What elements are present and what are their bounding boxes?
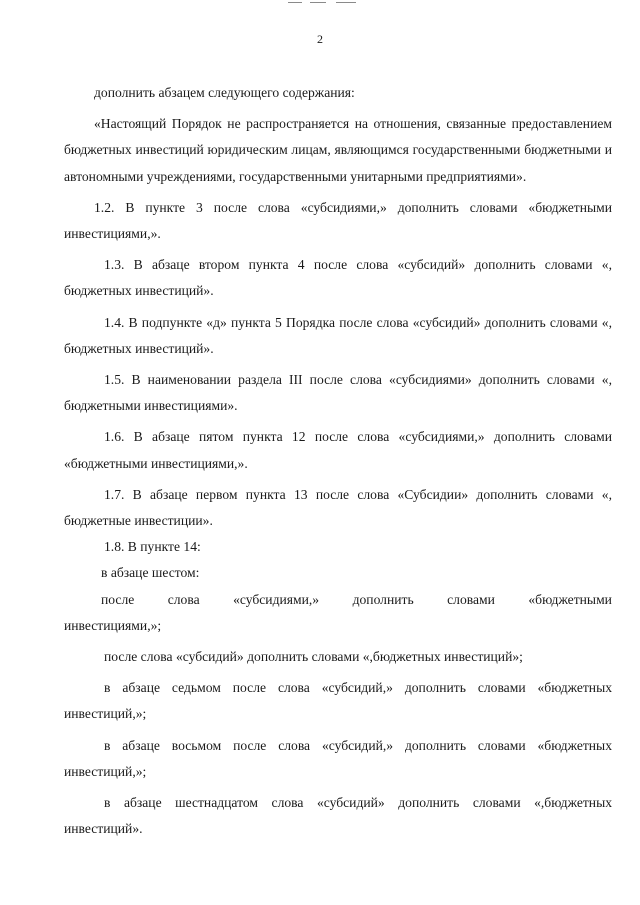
paragraph-after-4: в абзаце шестнадцатом слова «субсидий» дополнить словами «,бюджетных инвестиций». bbox=[64, 795, 612, 837]
spread-word: «субсидиями,» bbox=[233, 591, 320, 607]
page-number: 2 bbox=[317, 32, 323, 46]
document-body bbox=[64, 80, 612, 842]
paragraph-abzac-6: в абзаце шестом: bbox=[101, 565, 200, 581]
spread-word: «бюджетными bbox=[528, 591, 612, 607]
spread-word: дополнить bbox=[352, 591, 414, 607]
spread-line-tail: инвестициями,»; bbox=[64, 617, 162, 633]
spread-word: после bbox=[101, 591, 135, 607]
paragraph-1-4: 1.4. В подпункте «д» пункта 5 Порядка после слова «субсидий» дополнить словами «, бюджетных инвестиций». bbox=[64, 314, 612, 356]
paragraph-after-2: в абзаце седьмом после слова «субсидий,» дополнить словами «бюджетных инвестиций,»; bbox=[64, 680, 612, 722]
scan-marks bbox=[288, 0, 358, 6]
paragraph-after-3: в абзаце восьмом после слова «субсидий,» дополнить словами «бюджетных инвестиций,»; bbox=[64, 737, 612, 779]
paragraph-quote: «Настоящий Порядок не распространяется на отношения, связанные предоставлением бюджетных инвестиций юридическим лицам, являющимся государственными бюджетными и автономными учреждениями, государственными унитарными предприятиями». bbox=[64, 116, 612, 184]
paragraph-1-6: 1.6. В абзаце пятом пункта 12 после слова «субсидиями,» дополнить словами «бюджетными инвестициями,». bbox=[64, 429, 612, 471]
spread-word: слова bbox=[167, 591, 200, 607]
paragraph-1-7: 1.7. В абзаце первом пункта 13 после слова «Субсидии» дополнить словами «, бюджетные инвестиции». bbox=[64, 486, 612, 529]
paragraph-1-3: 1.3. В абзаце втором пункта 4 после слова «субсидий» дополнить словами «, бюджетных инвестиций». bbox=[64, 257, 612, 299]
spread-word: словами bbox=[447, 591, 495, 607]
paragraph-1-8: 1.8. В пункте 14: bbox=[104, 539, 201, 555]
spread-line bbox=[64, 587, 612, 613]
paragraph-1-5: 1.5. В наименовании раздела III после слова «субсидиями» дополнить словами «, бюджетными инвестициями». bbox=[64, 372, 612, 414]
paragraph-1-2: 1.2. В пункте 3 после слова «субсидиями,» дополнить словами «бюджетными инвестициями,». bbox=[64, 199, 612, 242]
paragraph-after-1: после слова «субсидий» дополнить словами «,бюджетных инвестиций»; bbox=[104, 649, 523, 665]
paragraph-intro: дополнить абзацем следующего содержания: bbox=[94, 85, 355, 100]
